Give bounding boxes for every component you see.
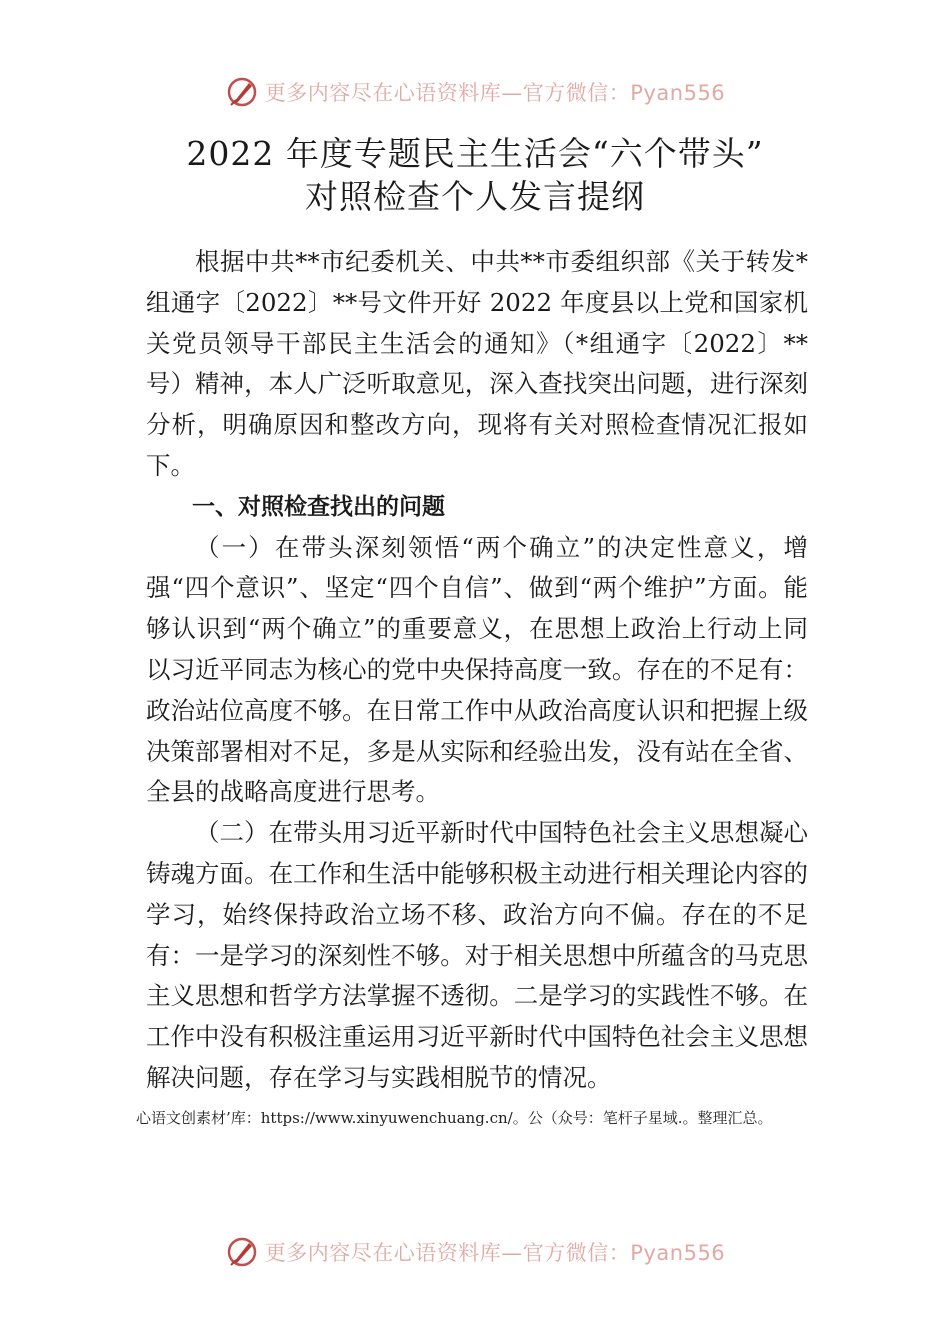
intro-paragraph: 根据中共**市纪委机关、中共**市委组织部《关于转发*组通字〔2022〕**号文件开好 2022 年度县以上党和国家机关党员领导干部民主生活会的通知》（*组通字〔2022〕**号）精神，本人广泛听取意见，深入查找突出问题，进行深刻分析，明确原因和整改方向，现将有关对照检查情况汇报如下。 <box>146 247 808 480</box>
quill-circle-icon <box>225 1235 259 1269</box>
item-paragraph-1: （一）在带头深刻领悟“两个确立”的决定性意义，增强“四个意识”、坚定“四个自信”、做到“两个维护”方面。能够认识到“两个确立”的重要意义，在思想上政治上行动上同以习近平同志为核心的党中央保持高度一致。存在的不足有：政治站位高度不够。在日常工作中从政治高度认识和把握上级决策部署相对不足，多是从实际和经验出发，没有站在全省、全县的战略高度进行思考。 <box>146 532 808 807</box>
quill-circle-icon <box>225 75 259 109</box>
document-title-line-2: 对照检查个人发言提纲 <box>305 177 645 216</box>
document-body <box>146 242 808 1099</box>
header-banner <box>0 72 950 112</box>
banner-text: 更多内容尽在心语资料库—官方微信：Pyan556 <box>264 1241 726 1265</box>
footer-banner <box>0 1232 950 1272</box>
item-paragraph-2: （二）在带头用习近平新时代中国特色社会主义思想凝心铸魂方面。在工作和生活中能够积极主动进行相关理论内容的学习，始终保持政治立场不移、政治方向不偏。存在的不足有：一是学习的深刻性不够。对于相关思想中所蕴含的马克思主义思想和哲学方法掌握不透彻。二是学习的实践性不够。在工作中没有积极注重运用习近平新时代中国特色社会主义思想解决问题，存在学习与实践相脱节的情况。 <box>146 818 808 1092</box>
document-title-line-1: 2022 年度专题民主生活会“六个带头” <box>186 134 764 173</box>
source-footnote: 心语文创素材’库：https://www.xinyuwenchuang.cn/。公（众号：笔杆子星域.。整理汇总。 <box>136 1109 773 1127</box>
section-heading: 一、对照检查找出的问题 <box>192 493 445 520</box>
banner-text: 更多内容尽在心语资料库—官方微信：Pyan556 <box>264 81 726 105</box>
